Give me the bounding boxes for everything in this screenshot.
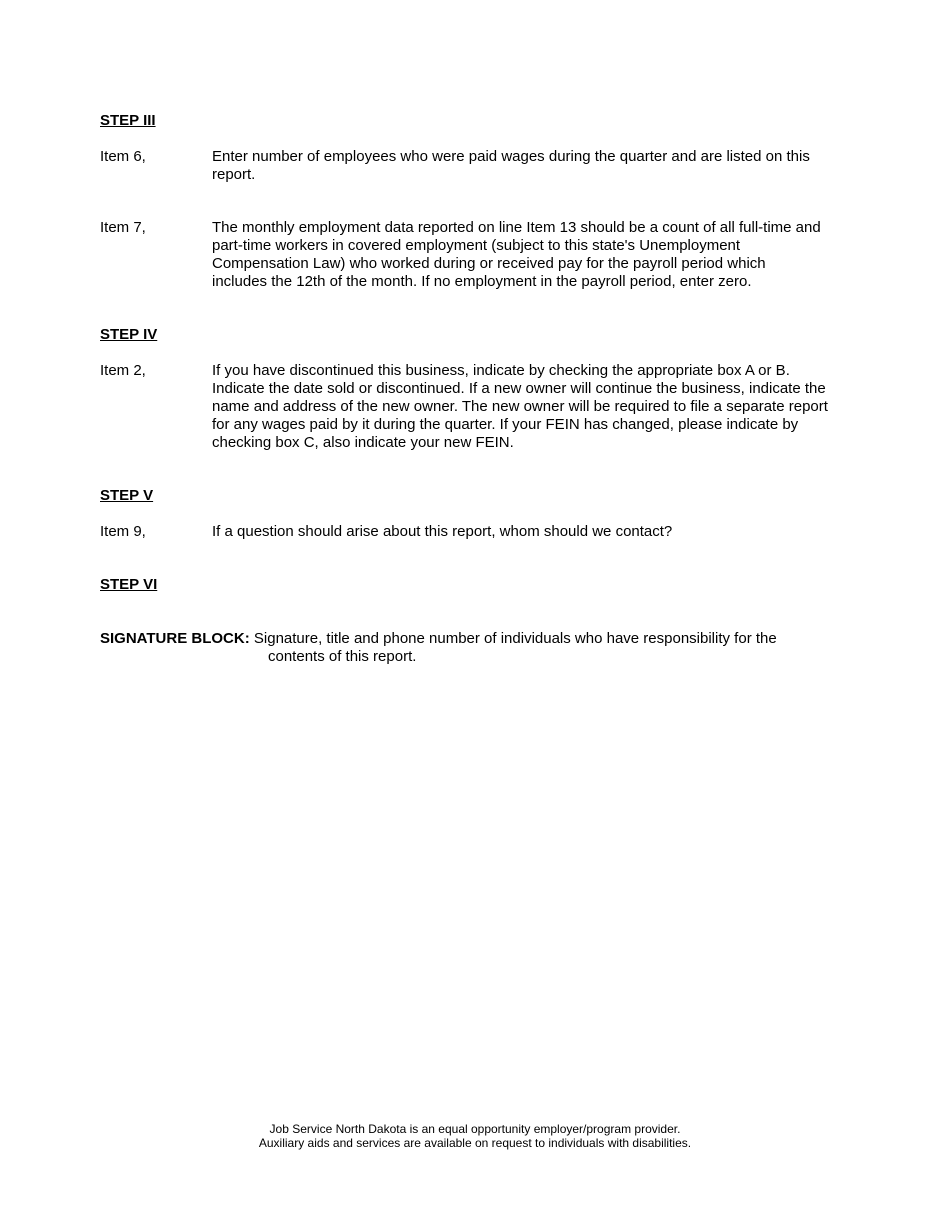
step-iii-item-7 [100, 219, 840, 295]
item-text: If a question should arise about this report, whom should we contact? [212, 523, 673, 540]
signature-block-text-line2: contents of this report. [268, 648, 417, 665]
item-text: Enter number of employees who were paid wages during the quarter and are listed on this report. [212, 148, 810, 183]
step-iii-heading: STEP III [100, 112, 156, 129]
page-footer [0, 1122, 950, 1150]
footer-line-2: Auxiliary aids and services are available on request to individuals with disabilities. [258, 1136, 692, 1150]
step-v-heading: STEP V [100, 487, 154, 504]
item-label: Item 9, [100, 523, 146, 540]
item-label: Item 2, [100, 362, 146, 379]
step-vi-heading: STEP VI [100, 576, 158, 593]
item-text: If you have discontinued this business, indicate by checking the appropriate box A or B. Indicate the date sold or discontinued. If a new owner will continue the business, indicate the name and address of the new owner. The new owner will be required to file a separate report for any wages paid by it during the quarter. If your FEIN has changed, please indicate by checking box C, also indicate your new FEIN. [212, 362, 828, 451]
signature-block-text-line1: Signature, title and phone number of individuals who have responsibility for the [253, 630, 777, 647]
step-iii-item-6 [100, 148, 840, 188]
signature-block [100, 630, 820, 666]
item-label: Item 6, [100, 148, 146, 165]
step-v-item-9 [100, 523, 840, 545]
step-iv-heading: STEP IV [100, 326, 158, 343]
step-iv-item-2 [100, 362, 840, 456]
item-text: The monthly employment data reported on line Item 13 should be a count of all full-time and part-time workers in covered employment (subject to this state's Unemployment Compensation Law) who worked during or received pay for the payroll period which includes the 12th of the month. If no employment in the payroll period, enter zero. [212, 219, 821, 290]
footer-line-1: Job Service North Dakota is an equal opportunity employer/program provider. [269, 1122, 681, 1136]
signature-block-label: SIGNATURE BLOCK: [100, 630, 250, 647]
item-label: Item 7, [100, 219, 146, 236]
